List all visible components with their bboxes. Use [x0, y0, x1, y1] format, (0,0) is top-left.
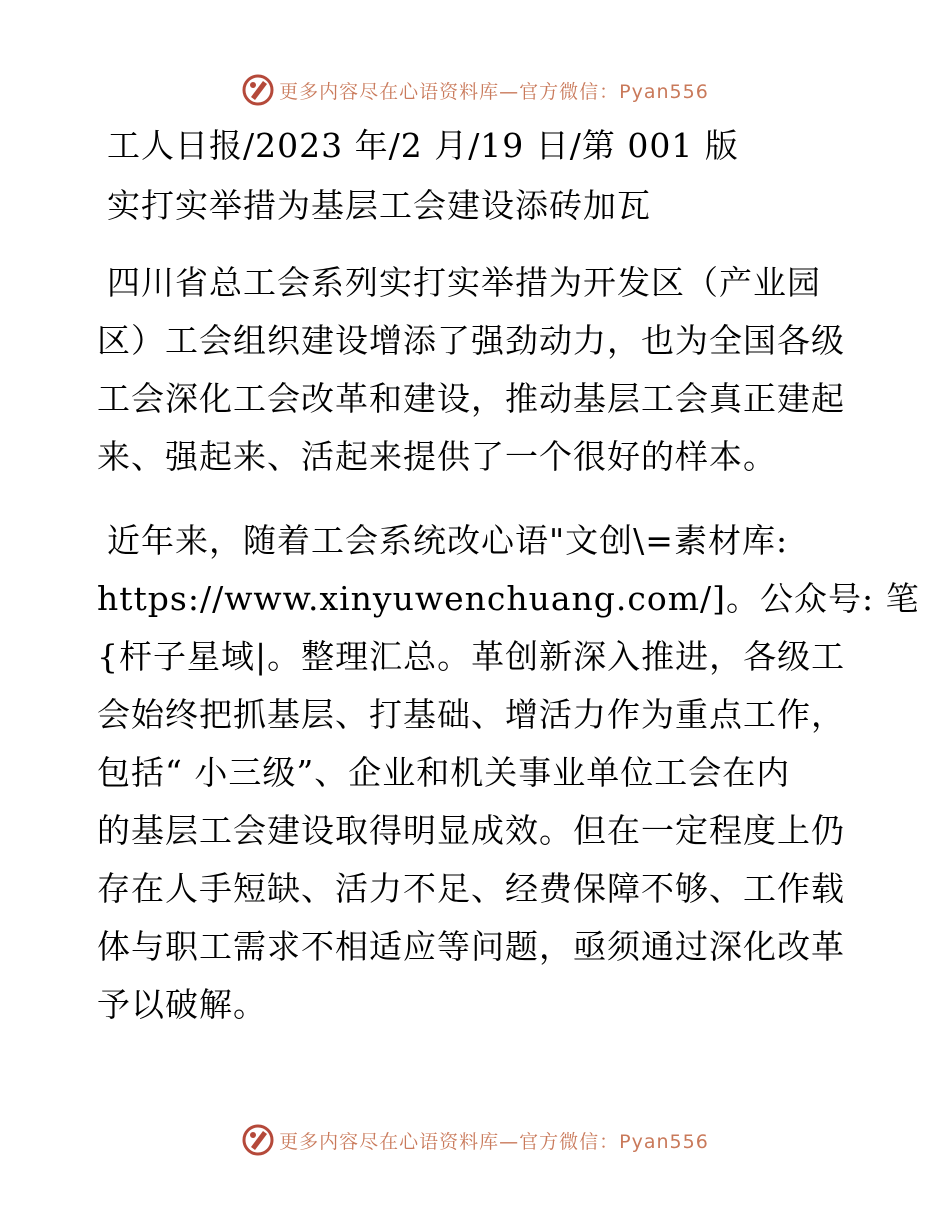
- paragraph-line: 来、强起来、活起来提供了一个很好的样本。: [97, 437, 777, 476]
- paragraph-line: 四川省总工会系列实打实举措为开发区（产业园: [107, 263, 821, 302]
- paragraph-line: 会始终把抓基层、打基础、增活力作为重点工作，: [97, 695, 845, 734]
- paragraph-line: 包括“ 小三级”、企业和机关事业单位工会在内: [97, 753, 791, 792]
- pen-seal-icon: [241, 73, 275, 107]
- paragraph-2: [97, 512, 920, 1034]
- article: [97, 124, 920, 1060]
- paragraph-1: [97, 254, 852, 486]
- paragraph-line: https://www.xinyuwenchuang.com/]。公众号: 笔: [97, 579, 920, 618]
- publication-info: 工人日报/2023 年/2 月/19 日/第 001 版: [107, 126, 739, 165]
- pen-seal-icon: [241, 1123, 275, 1157]
- footer-watermark-banner: [0, 1120, 950, 1160]
- paragraph-line: 的基层工会建设取得明显成效。但在一定程度上仍: [97, 811, 845, 850]
- paragraph-line: 存在人手短缺、活力不足、经费保障不够、工作载: [97, 869, 845, 908]
- article-headline: 实打实举措为基层工会建设添砖加瓦: [107, 186, 651, 225]
- paragraph-line: 予以破解。: [97, 985, 267, 1024]
- watermark-text: 更多内容尽在心语资料库—官方微信：Pyan556: [279, 1130, 709, 1153]
- watermark-text: 更多内容尽在心语资料库—官方微信：Pyan556: [279, 80, 709, 103]
- paragraph-line: {杆子星域|。整理汇总。革创新深入推进，各级工: [97, 637, 846, 676]
- paragraph-line: 近年来，随着工会系统改心语"文创\=素材库:: [107, 521, 789, 560]
- paragraph-line: 工会深化工会改革和建设，推动基层工会真正建起: [97, 379, 845, 418]
- paragraph-line: 区）工会组织建设增添了强劲动力，也为全国各级: [97, 321, 845, 360]
- paragraph-line: 体与职工需求不相适应等问题，亟须通过深化改革: [97, 927, 845, 966]
- header-watermark-banner: [0, 70, 950, 110]
